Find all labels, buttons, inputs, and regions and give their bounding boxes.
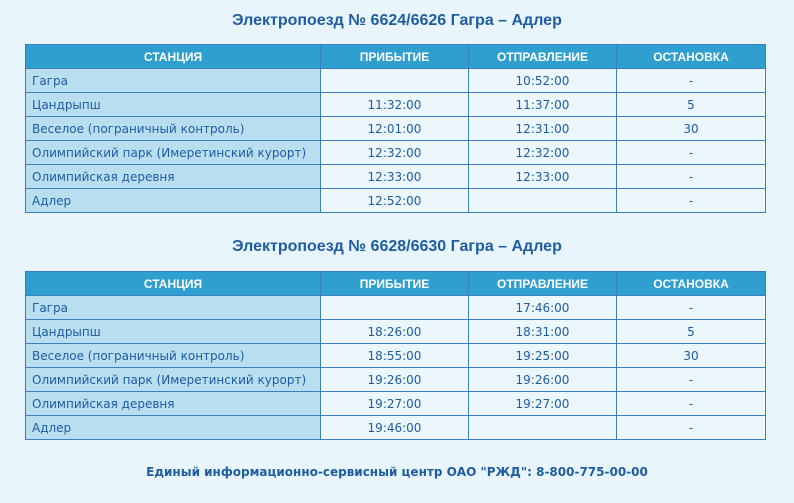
column-header-station: СТАНЦИЯ — [26, 272, 321, 296]
departure-cell: 11:37:00 — [469, 93, 617, 117]
station-cell: Цандрыпш — [26, 320, 321, 344]
schedule-table — [25, 44, 766, 213]
station-cell: Адлер — [26, 416, 321, 440]
table-header-row — [26, 272, 766, 296]
train-title: Электропоезд № 6628/6630 Гагра – Адлер — [232, 238, 562, 255]
station-cell: Адлер — [26, 189, 321, 213]
station-cell: Олимпийский парк (Имеретинский курорт) — [26, 141, 321, 165]
station-cell: Веселое (пограничный контроль) — [26, 117, 321, 141]
station-cell: Веселое (пограничный контроль) — [26, 344, 321, 368]
table-row — [26, 344, 766, 368]
table-row — [26, 416, 766, 440]
stop-cell: 30 — [617, 117, 766, 141]
table-row — [26, 69, 766, 93]
stop-cell: - — [617, 189, 766, 213]
stop-cell: 30 — [617, 344, 766, 368]
column-header-station: СТАНЦИЯ — [26, 45, 321, 69]
departure-cell: 12:32:00 — [469, 141, 617, 165]
station-cell: Олимпийская деревня — [26, 165, 321, 189]
station-cell: Олимпийский парк (Имеретинский курорт) — [26, 368, 321, 392]
table-row — [26, 392, 766, 416]
stop-cell: 5 — [617, 320, 766, 344]
stop-cell: - — [617, 392, 766, 416]
stop-cell: - — [617, 69, 766, 93]
arrival-cell — [321, 296, 469, 320]
train-title: Электропоезд № 6624/6626 Гагра – Адлер — [232, 12, 562, 29]
stop-cell: - — [617, 165, 766, 189]
departure-cell: 19:26:00 — [469, 368, 617, 392]
table-row — [26, 93, 766, 117]
station-cell: Олимпийская деревня — [26, 392, 321, 416]
arrival-cell: 12:01:00 — [321, 117, 469, 141]
departure-cell: 12:33:00 — [469, 165, 617, 189]
departure-cell: 12:31:00 — [469, 117, 617, 141]
departure-cell: 10:52:00 — [469, 69, 617, 93]
arrival-cell: 12:33:00 — [321, 165, 469, 189]
departure-cell: 19:25:00 — [469, 344, 617, 368]
departure-cell: 18:31:00 — [469, 320, 617, 344]
column-header-arrival: ПРИБЫТИЕ — [321, 45, 469, 69]
table-row — [26, 296, 766, 320]
arrival-cell: 12:32:00 — [321, 141, 469, 165]
arrival-cell: 19:46:00 — [321, 416, 469, 440]
column-header-departure: ОТПРАВЛЕНИЕ — [469, 45, 617, 69]
contact-footer: Единый информационно-сервисный центр ОАО "РЖД": 8-800-775-00-00 — [146, 465, 648, 479]
arrival-cell: 19:27:00 — [321, 392, 469, 416]
departure-cell — [469, 416, 617, 440]
arrival-cell: 18:55:00 — [321, 344, 469, 368]
table-row — [26, 320, 766, 344]
table-row — [26, 141, 766, 165]
station-cell: Гагра — [26, 296, 321, 320]
column-header-stop: ОСТАНОВКА — [617, 45, 766, 69]
station-cell: Цандрыпш — [26, 93, 321, 117]
departure-cell — [469, 189, 617, 213]
stop-cell: - — [617, 296, 766, 320]
table-row — [26, 165, 766, 189]
schedule-table — [25, 271, 766, 440]
arrival-cell: 18:26:00 — [321, 320, 469, 344]
station-cell: Гагра — [26, 69, 321, 93]
departure-cell: 19:27:00 — [469, 392, 617, 416]
stop-cell: 5 — [617, 93, 766, 117]
stop-cell: - — [617, 416, 766, 440]
stop-cell: - — [617, 368, 766, 392]
table-row — [26, 189, 766, 213]
arrival-cell: 12:52:00 — [321, 189, 469, 213]
table-row — [26, 368, 766, 392]
arrival-cell: 19:26:00 — [321, 368, 469, 392]
arrival-cell — [321, 69, 469, 93]
stop-cell: - — [617, 141, 766, 165]
table-header-row — [26, 45, 766, 69]
column-header-departure: ОТПРАВЛЕНИЕ — [469, 272, 617, 296]
column-header-arrival: ПРИБЫТИЕ — [321, 272, 469, 296]
table-row — [26, 117, 766, 141]
column-header-stop: ОСТАНОВКА — [617, 272, 766, 296]
departure-cell: 17:46:00 — [469, 296, 617, 320]
arrival-cell: 11:32:00 — [321, 93, 469, 117]
